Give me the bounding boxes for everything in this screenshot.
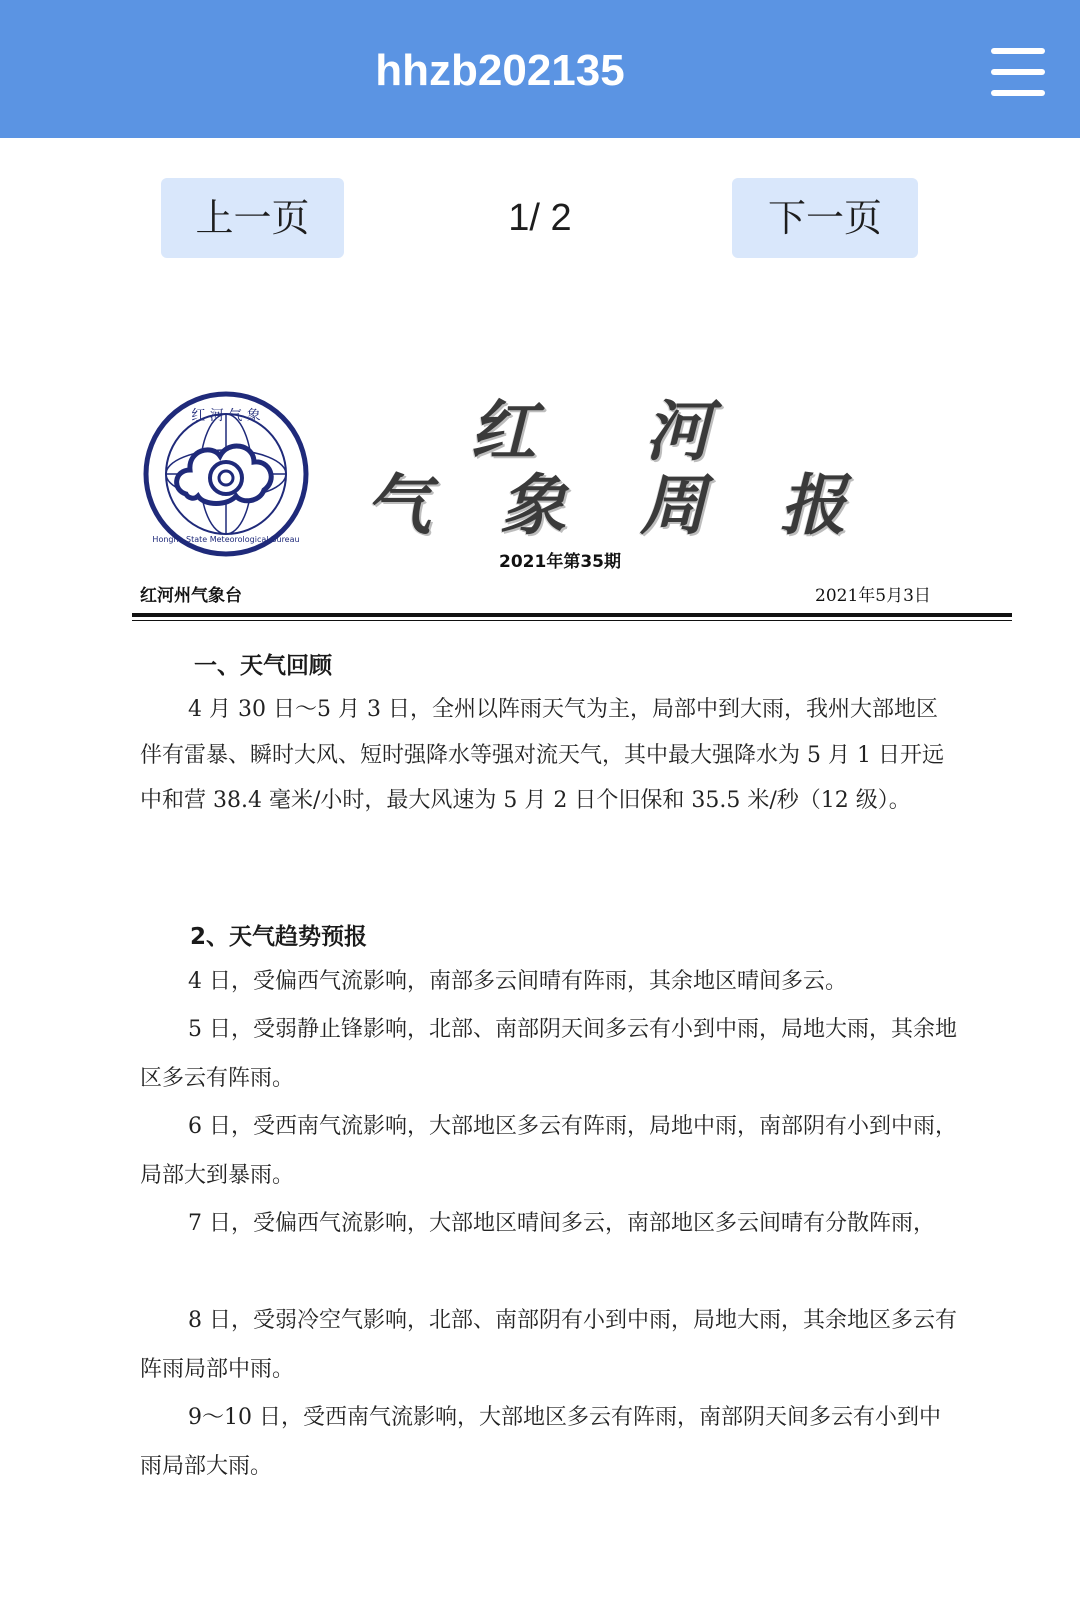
- issue-date: 2021年5月3日: [815, 586, 931, 606]
- masthead-char: 报: [780, 466, 848, 544]
- forecast-paragraph: 6 日，受西南气流影响，大部地区多云有阵雨，局地中雨，南部阴有小到中雨，局部大到暴雨。: [140, 1114, 957, 1188]
- masthead-char: 象: [500, 466, 568, 544]
- header-rule: [132, 613, 1012, 617]
- forecast-paragraph: 7 日，受偏西气流影响，大部地区晴间多云，南部地区多云间晴有分散阵雨，: [188, 1211, 935, 1236]
- masthead-char: 气: [365, 466, 433, 544]
- forecast-paragraph: 4 日，受偏西气流影响，南部多云间晴有阵雨，其余地区晴间多云。: [188, 969, 847, 994]
- forecast-paragraph: 9～10 日，受西南气流影响，大部地区多云有阵雨，南部阴天间多云有小到中雨局部大雨。: [140, 1405, 941, 1479]
- logo-bottom-text: Honghe State Meteorological Bureau: [152, 535, 300, 544]
- next-page-button[interactable]: 下一页: [732, 178, 918, 258]
- masthead-char: 河: [645, 392, 713, 470]
- section-heading-forecast: 2、天气趋势预报: [190, 924, 368, 950]
- hamburger-menu-icon[interactable]: [985, 44, 1047, 100]
- masthead-char: 红: [470, 392, 538, 470]
- issue-number: 2021年第35期: [499, 552, 621, 572]
- bureau-logo: [142, 390, 310, 558]
- section-heading-review: 一、天气回顾: [194, 653, 332, 679]
- document-page: [0, 290, 1080, 1616]
- page-title: hhzb202135: [375, 46, 625, 95]
- page-indicator: 1/ 2: [508, 197, 572, 239]
- logo-top-text: 红 河 气 象: [191, 408, 261, 424]
- previous-page-button[interactable]: 上一页: [161, 178, 344, 258]
- masthead-char: 周: [640, 466, 708, 544]
- forecast-paragraph: 8 日，受弱冷空气影响，北部、南部阴有小到中雨，局地大雨，其余地区多云有阵雨局部中雨。: [140, 1308, 957, 1382]
- header-rule-thin: [132, 620, 1012, 621]
- top-app-bar: [0, 0, 1080, 138]
- weather-review-paragraph: 4 月 30 日～5 月 3 日，全州以阵雨天气为主，局部中到大雨，我州大部地区伴有雷暴、瞬时大风、短时强降水等强对流天气，其中最大强降水为 5 月 1 日开远中和营 38.4 毫米/小时，最大风速为 5 月 2 日个旧保和 35.5 米/秒（12 级）。: [140, 697, 944, 813]
- forecast-paragraph: 5 日，受弱静止锋影响，北部、南部阴天间多云有小到中雨，局地大雨，其余地区多云有阵雨。: [140, 1017, 957, 1091]
- issuing-organization: 红河州气象台: [140, 586, 242, 606]
